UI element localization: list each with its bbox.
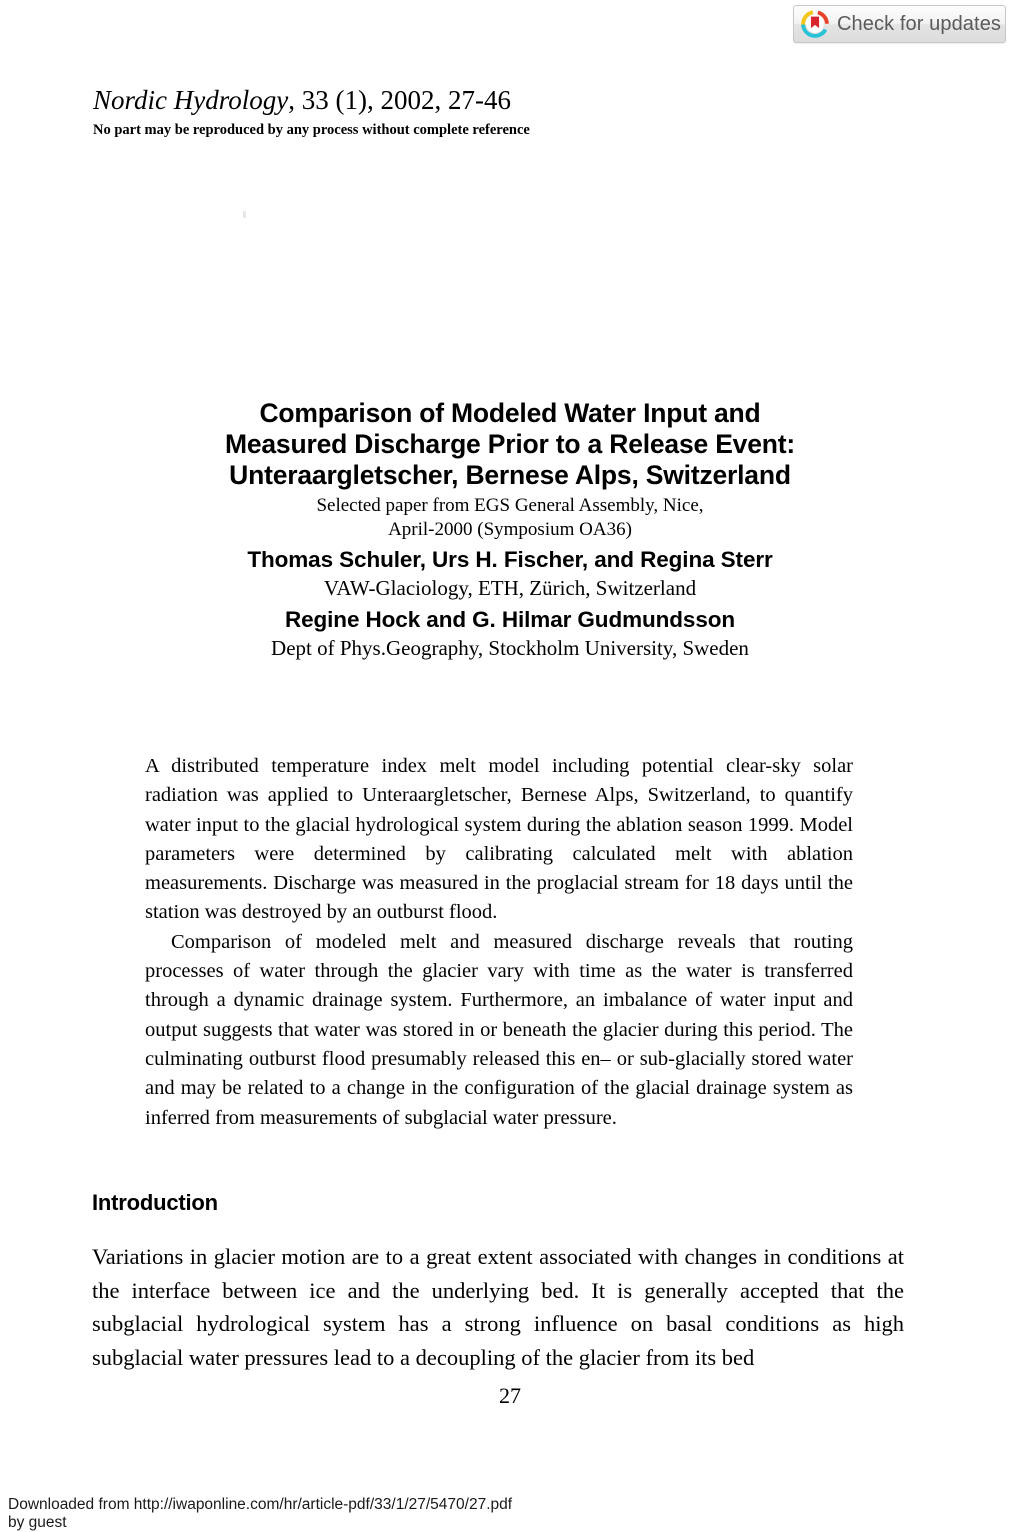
author-group-2: [160, 605, 860, 663]
check-for-updates-badge[interactable]: [793, 5, 1006, 43]
article-title-line-3: Unteraargletscher, Bernese Alps, Switzerland: [229, 460, 791, 490]
author-names-2: Regine Hock and G. Hilmar Gudmundsson: [284, 607, 736, 632]
page-title: [160, 398, 860, 491]
abstract-paragraph-1: A distributed temperature index melt model including potential clear-sky solar radiation was applied to Unteraargletscher, Bernese Alps, Switzerland, to quantify water input to the glacial hydrological system during the ablation season 1999. Model parameters were determined by calibrating calculated melt with ablation measurements. Discharge was measured in the proglacial stream for 18 days until the station was destroyed by an outburst flood.: [145, 755, 853, 924]
abstract-paragraph-2: Comparison of modeled melt and measured discharge reveals that routing processes of water through the glacier vary with time as the water is transferred through a dynamic drainage system. Furthermore, an imbalance of water input and output suggests that water was stored in or beneath the glacier during this period. The culminating outburst flood presumably released this en– or sub-glacially stored water and may be related to a change in the configuration of the glacial drainage system as inferred from measurements of subglacial water pressure.: [145, 930, 853, 1129]
download-footer: [8, 1496, 512, 1532]
author-affiliation-1: VAW-Glaciology, ETH, Zürich, Switzerland: [323, 576, 697, 600]
article-title-line-1: Comparison of Modeled Water Input and: [259, 398, 761, 428]
download-footer-url: Downloaded from http://iwaponline.com/hr/article-pdf/33/1/27/5470/27.pdf: [8, 1496, 513, 1513]
journal-citation: , 33 (1), 2002, 27-46: [288, 85, 511, 115]
title-block: [160, 398, 860, 542]
abstract: [145, 752, 853, 1133]
author-group-1: [160, 545, 860, 603]
title-source-note-line-1: Selected paper from EGS General Assembly, Nice,: [316, 495, 704, 516]
check-for-updates-label: Check for updates: [837, 12, 1002, 35]
section-heading-introduction: Introduction: [92, 1190, 218, 1215]
journal-citation-line: [93, 84, 793, 116]
author-block: [160, 545, 860, 663]
title-source-note: [160, 494, 860, 542]
page-number: 27: [499, 1383, 521, 1408]
title-source-note-line-2: April-2000 (Symposium OA36): [388, 519, 632, 540]
reproduction-notice: No part may be reproduced by any process without complete reference: [93, 122, 530, 138]
article-title-line-2: Measured Discharge Prior to a Release Event:: [224, 429, 795, 459]
author-names-1: Thomas Schuler, Urs H. Fischer, and Regina Sterr: [247, 547, 773, 572]
scan-artifact-speck: [243, 211, 246, 218]
crossmark-bookmark-icon: [801, 10, 829, 38]
introduction-paragraph-1: Variations in glacier motion are to a great extent associated with changes in conditions at the interface between ice and the underlying bed. It is generally accepted that the subglacial hydrological system has a strong influence on basal conditions as high subglacial water pressures lead to a decoupling of the glacier from its bed: [92, 1244, 904, 1370]
download-footer-user: by guest: [8, 1514, 67, 1531]
journal-name: Nordic Hydrology: [93, 85, 289, 115]
author-affiliation-2: Dept of Phys.Geography, Stockholm University, Sweden: [271, 636, 749, 660]
introduction-body: [92, 1240, 904, 1374]
journal-running-head: [93, 84, 793, 139]
